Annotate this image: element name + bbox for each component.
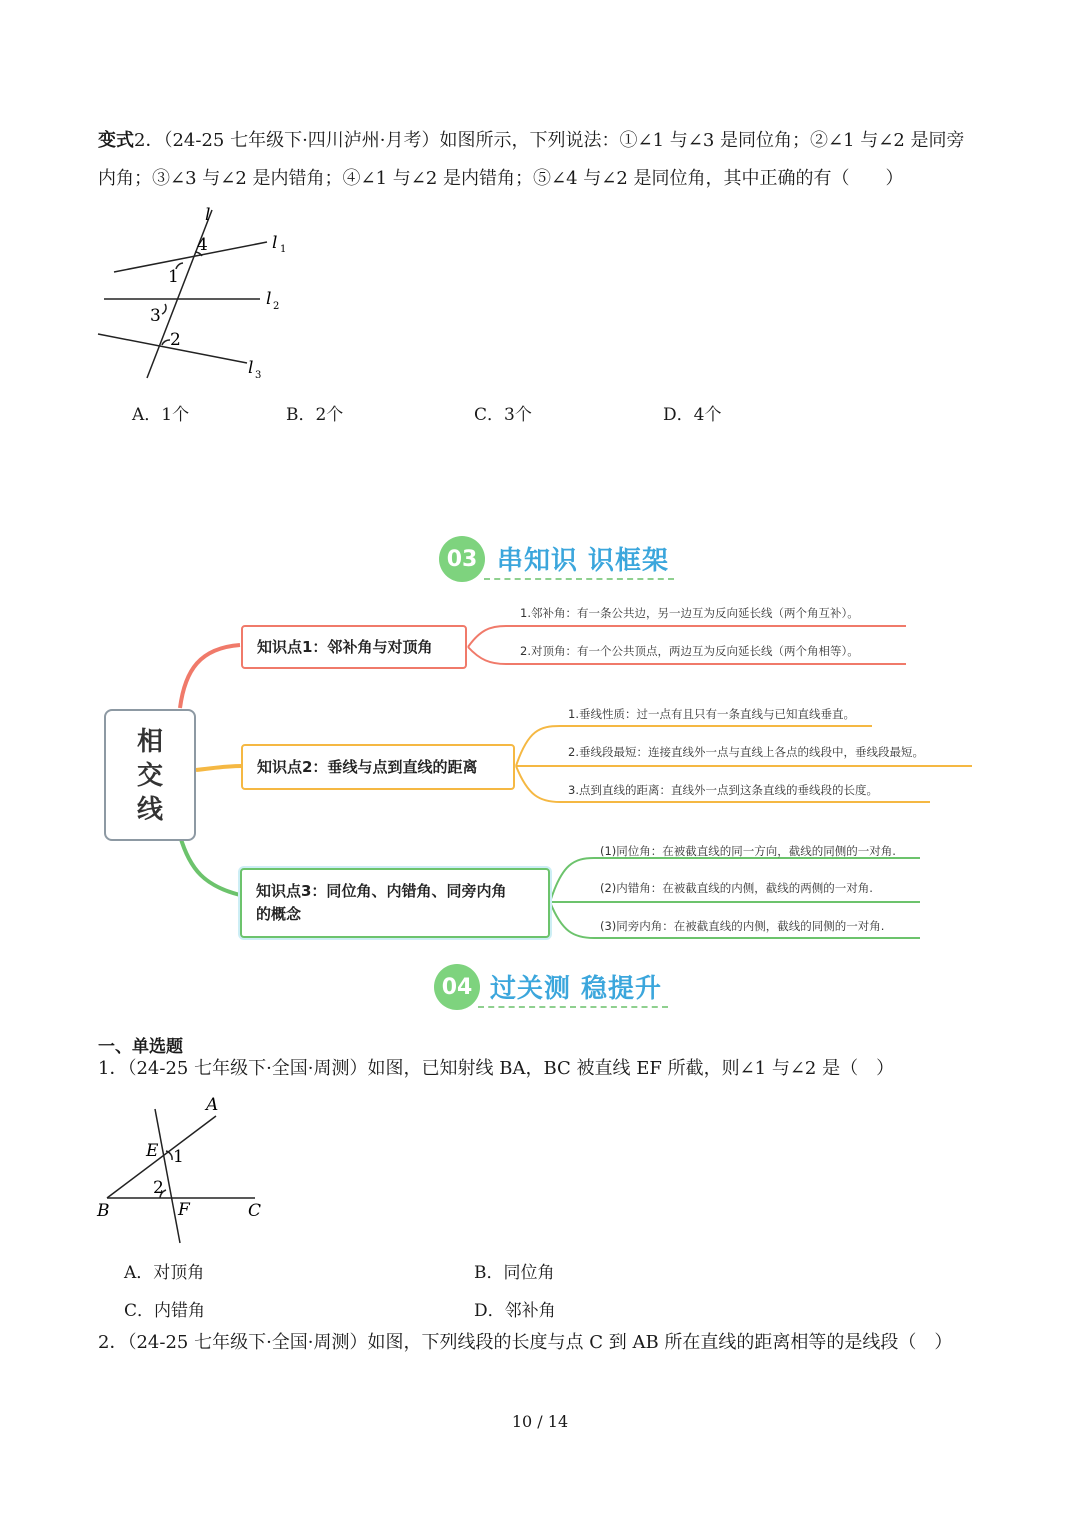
label-l1: l	[272, 233, 278, 253]
root-char-2: 交	[136, 761, 163, 791]
variant2-option-a: A．1个	[132, 405, 190, 425]
label-angle-1-q1: 1	[173, 1147, 184, 1167]
mindmap-root	[104, 709, 196, 841]
line-EF	[155, 1109, 180, 1243]
variant2-figure	[90, 200, 310, 390]
section-03-badge: 03	[439, 536, 485, 582]
label-B: B	[97, 1201, 110, 1221]
label-angle-4: 4	[197, 235, 208, 255]
kp3-leaf-3: (3)同旁内角：在被截直线的内侧，截线的同侧的一对角.	[600, 919, 885, 933]
kp3-leaf-1: (1)同位角：在被截直线的同一方向，截线的同侧的一对角.	[600, 844, 896, 858]
q1-option-d: D．邻补角	[474, 1301, 556, 1321]
variant2-option-d: D．4个	[663, 405, 722, 425]
kp1-leaf-2: 2.对顶角：有一个公共顶点，两边互为反向延长线（两个角相等）。	[520, 644, 859, 658]
kp2-leaf-3: 3.点到直线的距离：直线外一点到这条直线的垂线段的长度。	[568, 783, 878, 797]
variant2-option-c: C．3个	[474, 405, 532, 425]
variant-text-line1: （24-25 七年级下·四川泸州·月考）如图所示，下列说法：①∠1 与∠3 是同位角；②∠1 与∠2 是同旁	[163, 130, 965, 151]
kp1-box: 知识点1：邻补角与对顶角	[241, 625, 467, 669]
section-03-underline	[484, 578, 674, 580]
q1-figure	[90, 1090, 280, 1250]
label-angle-2-q1: 2	[153, 1178, 164, 1198]
section-04-underline	[478, 1006, 668, 1008]
label-E: E	[146, 1141, 159, 1161]
q1-option-c: C．内错角	[124, 1301, 206, 1321]
variant-label: 变式	[98, 130, 134, 151]
kp3-leaf-2: (2)内错角：在被截直线的内侧，截线的两侧的一对角.	[600, 881, 873, 895]
label-l3: l	[248, 358, 254, 378]
label-l1-sub: 1	[280, 244, 287, 255]
section-04-badge: 04	[434, 964, 480, 1010]
question-1-text: 1．（24-25 七年级下·全国·周测）如图，已知射线 BA，BC 被直线 EF 所截，则∠1 与∠2 是（ ）	[98, 1058, 895, 1079]
label-l3-sub: 3	[255, 370, 262, 381]
kp2-box: 知识点2：垂线与点到直线的距离	[241, 744, 515, 790]
label-A: A	[206, 1095, 219, 1115]
section-03-title: 串知识 识框架	[497, 546, 670, 576]
label-l: l	[205, 205, 211, 225]
arc-angle-2	[162, 340, 170, 345]
variant-number: 2．	[134, 130, 164, 151]
q1-option-b: B．同位角	[474, 1263, 555, 1283]
q1-option-a: A．对顶角	[124, 1263, 205, 1283]
question-variant2-line1	[98, 122, 965, 160]
part1-heading: 一、单选题	[98, 1037, 183, 1057]
root-char-3: 线	[136, 795, 163, 825]
label-l2: l	[266, 289, 272, 309]
label-F: F	[178, 1200, 190, 1220]
kp3-box	[240, 868, 550, 938]
variant2-option-b: B．2个	[286, 405, 344, 425]
kp2-leaf-1: 1.垂线性质：过一点有且只有一条直线与已知直线垂直。	[568, 707, 855, 721]
label-angle-1: 1	[168, 267, 179, 287]
kp1-leaf-1: 1.邻补角：有一条公共边，另一边互为反向延长线（两个角互补）。	[520, 606, 859, 620]
kp3-title-line2: 的概念	[256, 905, 302, 923]
arc-angle-3	[162, 304, 166, 314]
label-angle-3: 3	[150, 306, 161, 326]
kp2-leaf-2: 2.垂线段最短：连接直线外一点与直线上各点的线段中，垂线段最短。	[568, 745, 924, 759]
root-char-1: 相	[136, 727, 163, 757]
page-number: 10 / 14	[511, 1412, 569, 1431]
label-angle-2: 2	[170, 330, 181, 350]
label-C: C	[248, 1201, 262, 1221]
section-04-title: 过关测 稳提升	[490, 974, 663, 1004]
question-variant2-line2: 内角；③∠3 与∠2 是内错角；④∠1 与∠2 是内错角；⑤∠4 与∠2 是同位角，其中正确的有（ ）	[98, 168, 904, 189]
question-2-text: 2．（24-25 七年级下·全国·周测）如图，下列线段的长度与点 C 到 AB 所在直线的距离相等的是线段（ ）	[98, 1332, 953, 1353]
label-l2-sub: 2	[273, 301, 280, 312]
kp3-title-line1: 知识点3：同位角、内错角、同旁内角	[256, 882, 507, 900]
